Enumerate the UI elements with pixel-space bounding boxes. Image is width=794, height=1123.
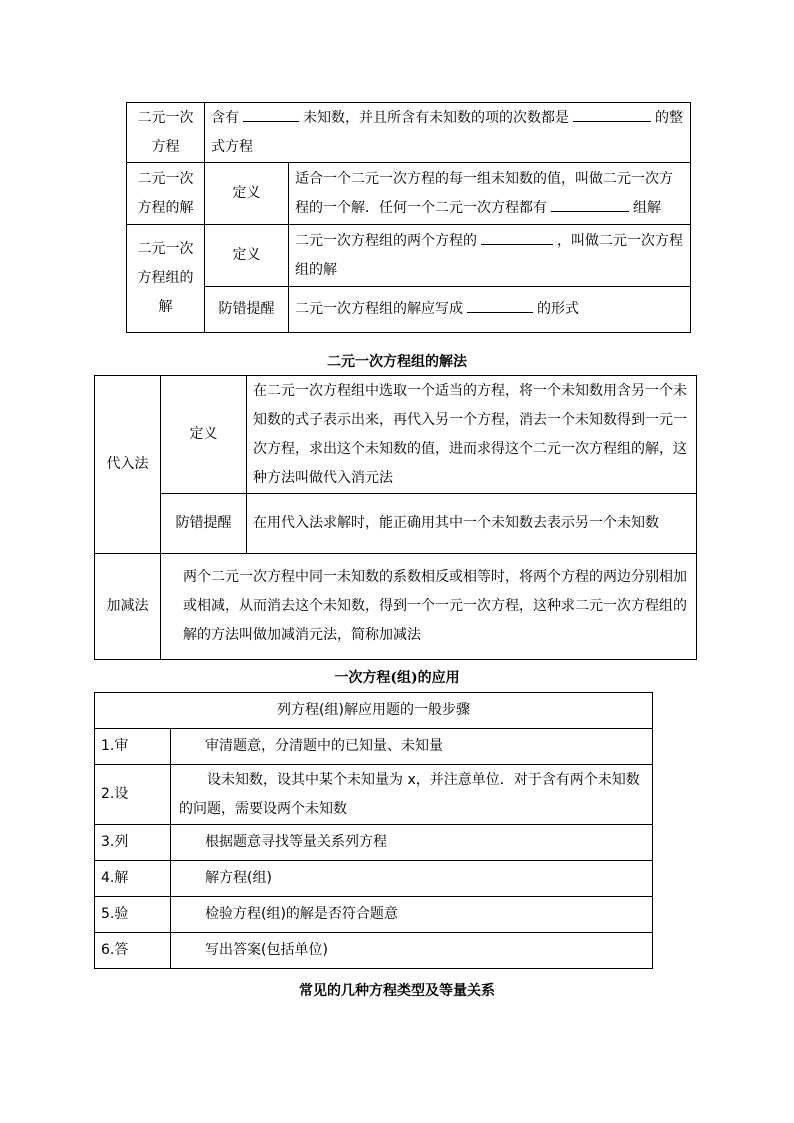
- blank: [573, 104, 651, 122]
- blank: [481, 227, 553, 245]
- blank: [467, 295, 533, 313]
- row-label-equation-solution: 二元一次方程的解: [127, 163, 205, 225]
- text: 二元一次方程组的两个方程的: [295, 232, 477, 249]
- step-label: 5.验: [95, 897, 171, 933]
- step-label: 1.审: [95, 729, 171, 765]
- warning-cell: [289, 287, 691, 333]
- steps-table: [94, 692, 653, 969]
- sub-label-warning: 防错提醒: [205, 287, 289, 333]
- solving-methods-table: [94, 375, 697, 660]
- step-label: 4.解: [95, 861, 171, 897]
- substitution-warning-cell: 在用代入法求解时，能正确用其中一个未知数去表示另一个未知数: [247, 494, 697, 554]
- steps-table-title: 列方程(组)解应用题的一般步骤: [95, 693, 653, 729]
- row-label-system-solution: 二元一次方程组的解: [127, 225, 205, 333]
- text: 适合一个二元一次方程的每一组未知数的值，叫做二元一次方程的一个解．任何一个二元一次方程都有: [295, 170, 673, 216]
- step-text-content: 设未知数，设其中某个未知量为 x，并注意单位．对于含有两个未知数的问题，需要设两个未知数: [179, 771, 640, 817]
- section-heading-equation-types: 常见的几种方程类型及等量关系: [299, 983, 495, 999]
- sub-label-definition: 定义: [205, 225, 289, 287]
- step-text: 审清题意，分清题中的已知量、未知量: [171, 729, 653, 765]
- blank: [243, 104, 299, 122]
- definition-table: [126, 102, 691, 333]
- text: 含有: [211, 109, 239, 126]
- step-text: 检验方程(组)的解是否符合题意: [171, 897, 653, 933]
- sub-label-definition: 定义: [205, 163, 289, 225]
- section-heading-solving: 二元一次方程组的解法: [327, 354, 467, 370]
- text: 二元一次方程组的解应写成: [295, 301, 463, 317]
- row-label-substitution: 代入法: [95, 376, 161, 554]
- row-label-elimination: 加减法: [95, 554, 161, 660]
- step-label: 3.列: [95, 825, 171, 861]
- blank: [551, 194, 629, 212]
- text: 组解: [633, 199, 661, 216]
- sub-label-definition: 定义: [161, 376, 247, 494]
- step-label: 6.答: [95, 933, 171, 969]
- solution-definition-cell: [289, 163, 691, 225]
- text: 的形式: [537, 301, 579, 317]
- step-text: 解方程(组): [171, 861, 653, 897]
- equation-definition-cell: [205, 103, 691, 163]
- substitution-definition-cell: 在二元一次方程组中选取一个适当的方程，将一个未知数用含另一个未知数的式子表示出来，再代入另一个方程，消去一个未知数得到一元一次方程，求出这个未知数的值，进而求得这个二元一次方程组的解，这种方法叫做代入消元法: [247, 376, 697, 494]
- sub-label-warning: 防错提醒: [161, 494, 247, 554]
- system-solution-definition-cell: [289, 225, 691, 287]
- text: ，叫做二元一次方程组的解: [295, 232, 683, 278]
- row-label-equation: 二元一次方程: [127, 103, 205, 163]
- elimination-definition-cell: 两个二元一次方程中同一未知数的系数相反或相等时，将两个方程的两边分别相加或相减，从而消去这个未知数，得到一个一元一次方程，这种求二元一次方程组的解的方法叫做加减消元法，简称加减法: [161, 554, 697, 660]
- step-text: [171, 765, 653, 825]
- step-label: 2.设: [95, 765, 171, 825]
- section-heading-application: 一次方程(组)的应用: [334, 670, 460, 686]
- text: 的整式方程: [211, 109, 683, 155]
- text: 未知数，并且所含有未知数的项的次数都是: [303, 109, 569, 126]
- step-text: 根据题意寻找等量关系列方程: [171, 825, 653, 861]
- step-text: 写出答案(包括单位): [171, 933, 653, 969]
